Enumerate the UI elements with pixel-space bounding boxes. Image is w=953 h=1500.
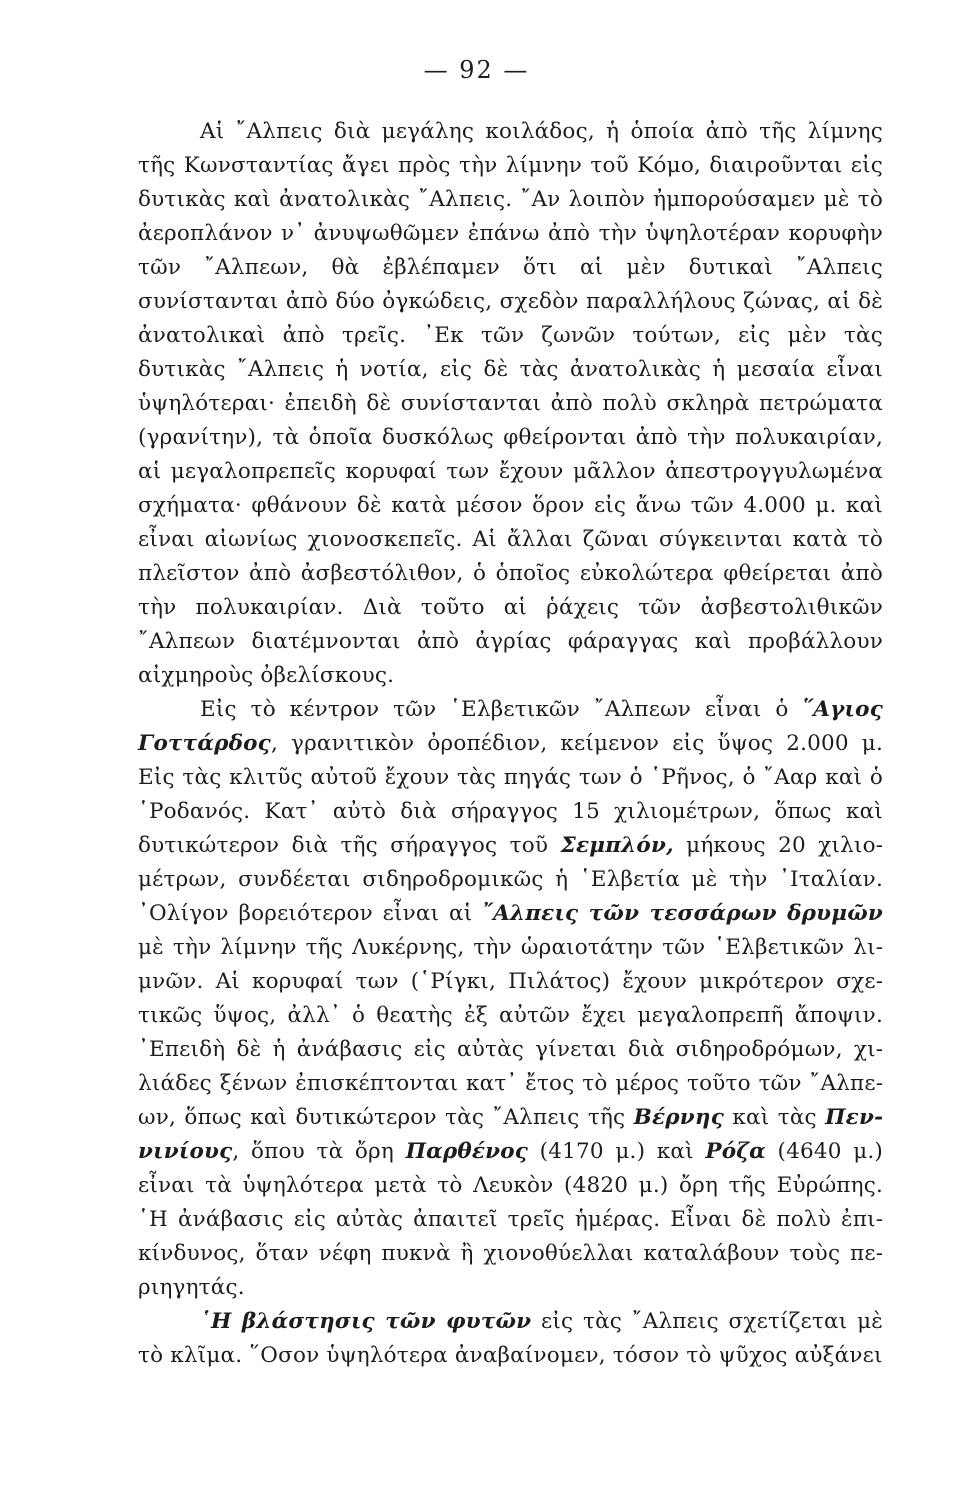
text-run: μήκους 20 χιλιομέτρων, συνδέεται σιδηροδρομικῶς ἡ ῾Ελβετία μὲ τὴν ᾽Ιταλίαν. ᾽Ολίγον βορειότερον εἶναι αἱ bbox=[138, 833, 883, 926]
page-number: — 92 — bbox=[423, 56, 530, 84]
text-run: μὲ τὴν λίμνην τῆς Λυκέρνης, τὴν ὡραιοτάτην τῶν ῾Ελβετικῶν λιμνῶν. Αἱ κορυφαί των (῾Ρίγκι, Πιλάτος) ἔχουν μικρότερον σχετικῶς ὕψος, ἀλλ᾽ ὁ θεατὴς ἐξ αὐτῶν ἔχει μεγαλοπρεπῆ ἄποψιν. ᾽Επειδὴ δὲ ἡ ἀνάβασις εἰς αὐτὰς γίνεται διὰ σιδηροδρόμων, χιλιάδες ξένων ἐπισκέπτονται κατ᾽ ἔτος τὸ μέρος τοῦτο τῶν ῎Αλπεων, ὅπως καὶ δυτικώτερον τὰς ῎Αλπεις τῆς bbox=[138, 935, 883, 1130]
emphasized-term: ῾Η βλάστησις τῶν φυτῶν bbox=[200, 1309, 532, 1334]
emphasized-term: Βέρνης bbox=[633, 1105, 725, 1130]
emphasized-term: ῞Αγιος Γοττάρδος bbox=[138, 697, 883, 756]
emphasized-term: ῎Αλπεις τῶν τεσσάρων δρυμῶν bbox=[482, 901, 883, 926]
emphasized-term: Σεμπλόν, bbox=[560, 833, 674, 858]
text-run: καὶ τὰς bbox=[724, 1105, 826, 1130]
emphasized-term: Παρθένος bbox=[405, 1139, 529, 1164]
text-run: (4640 μ.) εἶναι τὰ ὑψηλότερα μετὰ τὸ Λευκὸν (4820 μ.) ὄρη τῆς Εὐρώπης. ῾Η ἀνάβασις εἰς αὐτὰς ἀπαιτεῖ τρεῖς ἡμέρας. Εἶναι δὲ πολὺ ἐπικίνδυνος, ὅταν νέφη πυκνὰ ἢ χιονοθύελλαι καταλάβουν τοὺς περιηγητάς. bbox=[138, 1139, 883, 1300]
emphasized-term: Ρόζα bbox=[705, 1139, 766, 1164]
body-text bbox=[138, 115, 883, 1373]
text-run: , γρανιτικὸν ὀροπέδιον, κείμενον εἰς ὕψος 2.000 μ. Εἰς τὰς κλιτῦς αὐτοῦ ἔχουν τὰς πηγάς των ὁ ῾Ρῆνος, ὁ ῎Ααρ καὶ ὁ ῾Ροδανός. Κατ᾽ αὐτὸ διὰ σήραγγος 15 χιλιομέτρων, ὅπως καὶ δυτικώτερον διὰ τῆς σήραγγος τοῦ bbox=[138, 731, 883, 858]
paragraph-gotthard bbox=[138, 693, 883, 1305]
paragraph-alps-division bbox=[138, 115, 883, 693]
text-run: Αἱ ῎Αλπεις διὰ μεγάλης κοιλάδος, ἡ ὁποία ἀπὸ τῆς λίμνης τῆς Κωνσταντίας ἄγει πρὸς τὴν λίμνην τοῦ Κόμο, διαιροῦνται εἰς δυτικὰς καὶ ἀνατολικὰς ῎Αλπεις. ῎Αν λοιπὸν ἠμπορούσαμεν μὲ τὸ ἀεροπλάνον ν᾽ ἀνυψωθῶμεν ἐπάνω ἀπὸ τὴν ὑψηλοτέραν κορυφὴν τῶν ῎Αλπεων, θὰ ἐβλέπαμεν ὅτι αἱ μὲν δυτικαὶ ῎Αλπεις συνίστανται ἀπὸ δύο ὀγκώδεις, σχεδὸν παραλλήλους ζώνας, αἱ δὲ ἀνατολικαὶ ἀπὸ τρεῖς. ᾽Εκ τῶν ζωνῶν τούτων, εἰς μὲν τὰς δυτικὰς ῎Αλπεις ἡ νοτία, εἰς δὲ τὰς ἀνατολικὰς ἡ μεσαία εἶναι ὑψηλότεραι· ἐπειδὴ δὲ συνίστανται ἀπὸ πολὺ σκληρὰ πετρώματα (γρανίτην), τὰ ὁποῖα δυσκόλως φθείρονται ἀπὸ τὴν πολυκαιρίαν, αἱ μεγαλοπρεπεῖς κορυφαί των ἔχουν μᾶλλον ἀπεστρογγυλωμένα σχήματα· φθάνουν δὲ κατὰ μέσον ὅρον εἰς ἄνω τῶν 4.000 μ. καὶ εἶναι αἰωνίως χιονοσκεπεῖς. Αἱ ἄλλαι ζῶναι σύγκεινται κατὰ τὸ πλεῖστον ἀπὸ ἀσβεστόλιθον, ὁ ὁποῖος εὐκολώτερα φθείρεται ἀπὸ τὴν πολυκαιρίαν. Διὰ τοῦτο αἱ ῥάχεις τῶν ἀσβεστολιθικῶν ῎Αλπεων διατέμνονται ἀπὸ ἀγρίας φάραγγας καὶ προβάλλουν αἰχμηροὺς ὀβελίσκους. bbox=[138, 119, 883, 688]
text-run: Εἰς τὸ κέντρον τῶν ῾Ελβετικῶν ῎Αλπεων εἶναι ὁ bbox=[200, 697, 803, 722]
text-run: (4170 μ.) καὶ bbox=[528, 1139, 706, 1164]
text-run: , ὅπου τὰ ὄρη bbox=[232, 1139, 406, 1164]
paragraph-vegetation bbox=[138, 1305, 883, 1373]
text-run: εἰς τὰς ῎Αλπεις σχετίζεται μὲ τὸ κλῖμα. ῞Οσον ὑψηλότερα ἀναβαίνομεν, τόσον τὸ ψῦχος αὐξάνει bbox=[138, 1309, 883, 1368]
emphasized-term: Πεννινίους bbox=[138, 1105, 883, 1164]
